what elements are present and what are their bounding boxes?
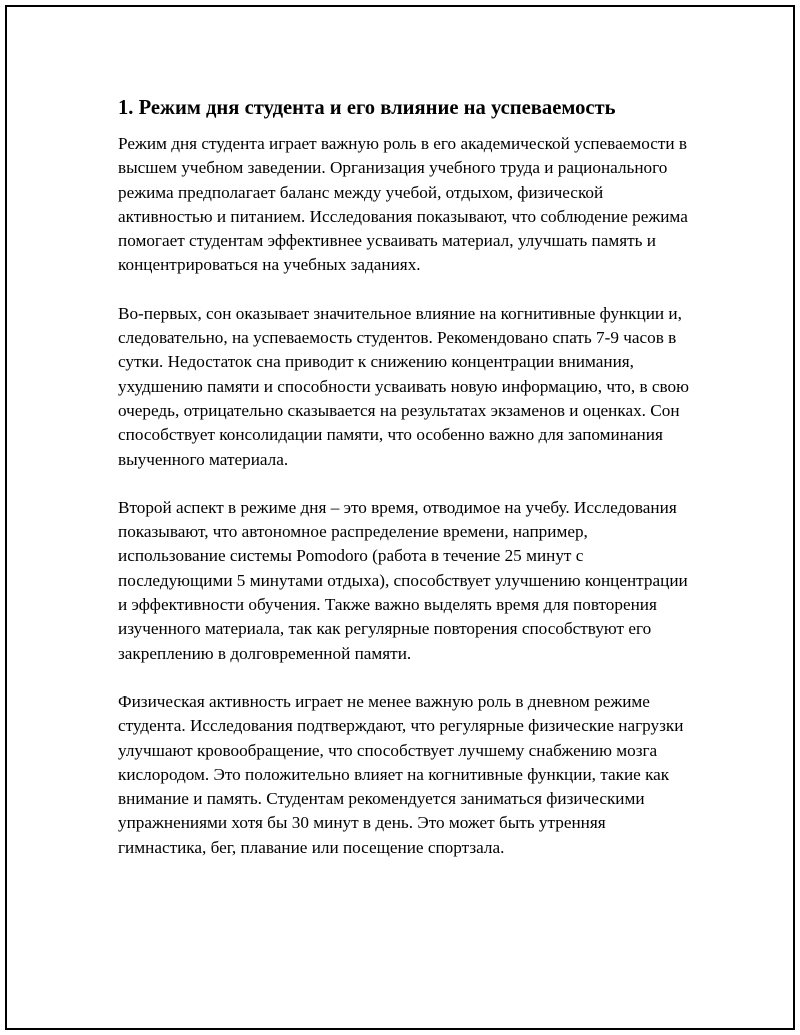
section-heading: 1. Режим дня студента и его влияние на успеваемость — [118, 97, 616, 119]
paragraph-sleep: Во-первых, сон оказывает значительное влияние на когнитивные функции и, следовательно, на успеваемость студентов. Рекомендовано спать 7-9 часов в сутки. Недостаток сна приводит к снижению концентрации внимания, ухудшению памяти и способности усваивать новую информацию, что, в свою очередь, отрицательно сказывается на результатах экзаменов и оценках. Сон способствует консолидации памяти, что особенно важно для запоминания выученного материала. — [118, 303, 689, 469]
paragraph-study-time: Второй аспект в режиме дня – это время, отводимое на учебу. Исследования показывают, что автономное распределение времени, например, использование системы Pomodoro (работа в течение 25 минут с последующими 5 минутами отдыха), способствует улучшению концентрации и эффективности обучения. Также важно выделять время для повторения изученного материала, так как регулярные повторения способствуют его закреплению в долговременной памяти. — [118, 497, 688, 663]
paragraph-intro: Режим дня студента играет важную роль в его академической успеваемости в высшем учебном заведении. Организация учебного труда и рационального режима предполагает баланс между учебой, отдыхом, физической активностью и питанием. Исследования показывают, что соблюдение режима помогает студентам эффективнее усваивать материал, улучшать память и концентрироваться на учебных заданиях. — [118, 134, 688, 275]
document-body — [118, 94, 698, 884]
paragraph-physical-activity: Физическая активность играет не менее важную роль в дневном режиме студента. Исследования подтверждают, что регулярные физические нагрузки улучшают кровообращение, что способствует лучшему снабжению мозга кислородом. Это положительно влияет на когнитивные функции, такие как внимание и память. Студентам рекомендуется заниматься физическими упражнениями хотя бы 30 минут в день. Это может быть утренняя гимнастика, бег, плавание или посещение спортзала. — [118, 691, 684, 857]
